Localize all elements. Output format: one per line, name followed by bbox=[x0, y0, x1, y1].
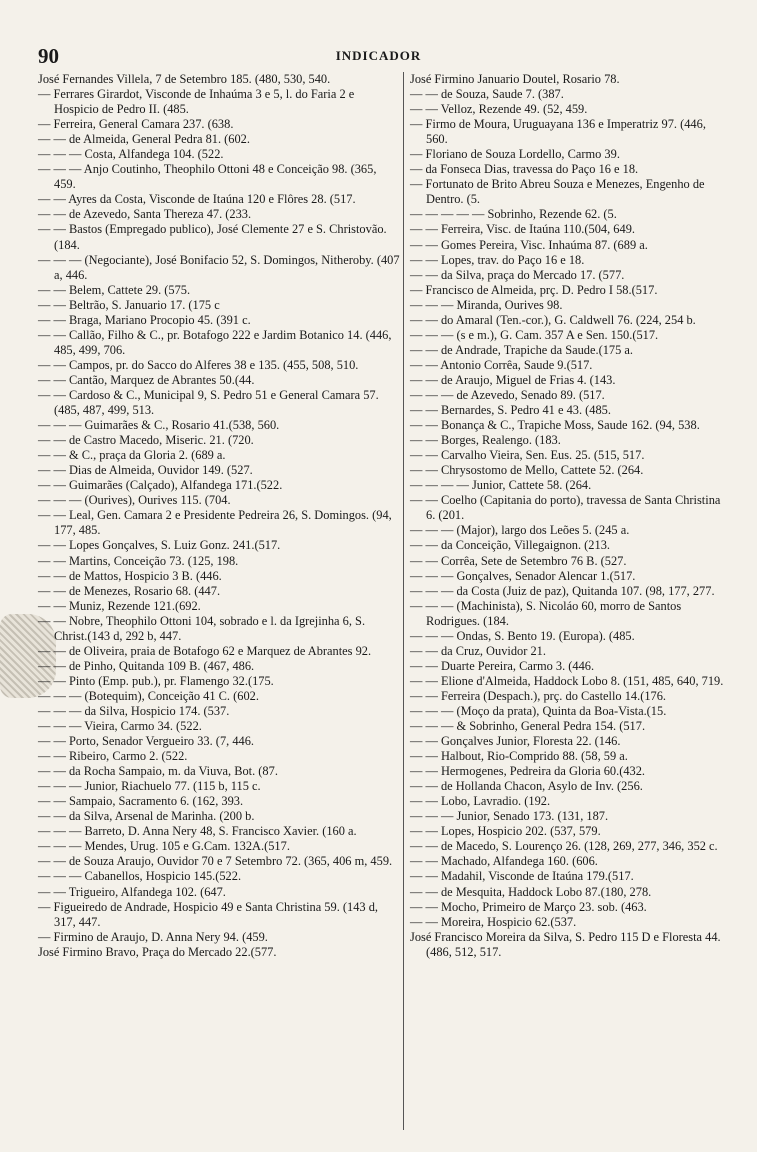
directory-entry: — — Ayres da Costa, Visconde de Itaúna 120 e Flôres 28. (517. bbox=[38, 192, 356, 207]
directory-entry: — — Coelho (Capitania do porto), travessa de Santa Christina 6. (201. bbox=[410, 493, 721, 523]
directory-entry: — — Lobo, Lavradio. (192. bbox=[410, 794, 551, 809]
directory-entry: — — Sampaio, Sacramento 6. (162, 393. bbox=[38, 794, 244, 809]
directory-entry: — — da Conceição, Villegaignon. (213. bbox=[410, 538, 610, 553]
directory-entry: — — — — — Sobrinho, Rezende 62. (5. bbox=[410, 207, 617, 222]
directory-entry: — — Leal, Gen. Camara 2 e Presidente Pedreira 26, S. Domingos. (94, 177, 485. bbox=[38, 508, 392, 538]
directory-entry: — — — (Botequim), Conceição 41 C. (602. bbox=[38, 688, 259, 703]
directory-entry: — — — da Silva, Hospicio 174. (537. bbox=[38, 703, 230, 718]
directory-entry: — — Pinto (Emp. pub.), pr. Flamengo 32.(175. bbox=[38, 673, 274, 688]
directory-entry: — — de Oliveira, praia de Botafogo 62 e Marquez de Abrantes 92. bbox=[38, 643, 372, 658]
directory-entry: — — Hermogenes, Pedreira da Gloria 60.(432. bbox=[410, 764, 646, 779]
directory-entry: — — de Hollanda Chacon, Asylo de Inv. (256. bbox=[410, 779, 643, 794]
directory-entry: — — — Junior, Riachuelo 77. (115 b, 115 c. bbox=[38, 779, 261, 794]
directory-entry: — — Trigueiro, Alfandega 102. (647. bbox=[38, 884, 226, 899]
directory-entry: — — Bastos (Empregado publico), José Clemente 27 e S. Christovão. (184. bbox=[38, 222, 387, 252]
directory-entry: — — — Vieira, Carmo 34. (522. bbox=[38, 719, 202, 734]
directory-entry: José Firmino Bravo, Praça do Mercado 22.(577. bbox=[38, 944, 277, 959]
directory-entry: — — de Castro Macedo, Miseric. 21. (720. bbox=[38, 433, 254, 448]
directory-entry: — — de Souza, Saude 7. (387. bbox=[410, 87, 564, 102]
directory-entry: — — — (Major), largo dos Leões 5. (245 a. bbox=[410, 523, 630, 538]
directory-entry: — — Borges, Realengo. (183. bbox=[410, 433, 561, 448]
directory-entry: — da Fonseca Dias, travessa do Paço 16 e 18. bbox=[410, 162, 639, 177]
directory-entry: — — Braga, Mariano Procopio 45. (391 c. bbox=[38, 312, 251, 327]
directory-entry: — — Duarte Pereira, Carmo 3. (446. bbox=[410, 658, 595, 673]
right-column bbox=[410, 72, 730, 960]
directory-entry: — — Belem, Cattete 29. (575. bbox=[38, 282, 191, 297]
directory-entry: — — Ferreira (Despach.), prç. do Castello 14.(176. bbox=[410, 688, 666, 703]
directory-entry: — — Cardoso & C., Municipal 9, S. Pedro 51 e General Camara 57. (485, 487, 499, 513. bbox=[38, 387, 379, 418]
directory-entry: — — Muniz, Rezende 121.(692. bbox=[38, 598, 201, 613]
directory-entry: — — Mocho, Primeiro de Março 23. sob. (463. bbox=[410, 899, 647, 914]
directory-entry: — Francisco de Almeida, prç. D. Pedro I 58.(517. bbox=[410, 282, 658, 297]
directory-entry: — — — & Sobrinho, General Pedra 154. (517. bbox=[410, 719, 646, 734]
directory-entry: — — Chrysostomo de Mello, Cattete 52. (264. bbox=[410, 463, 644, 478]
directory-entry: — — da Cruz, Ouvidor 21. bbox=[410, 643, 546, 658]
directory-entry: — — — Costa, Alfandega 104. (522. bbox=[38, 147, 224, 162]
directory-entry: — — — — Junior, Cattete 58. (264. bbox=[410, 478, 592, 493]
directory-entry: — — de Araujo, Miguel de Frias 4. (143. bbox=[410, 372, 616, 387]
directory-entry: — Firmino de Araujo, D. Anna Nery 94. (459. bbox=[38, 929, 268, 944]
directory-entry: — — Lopes Gonçalves, S. Luiz Gonz. 241.(517. bbox=[38, 538, 281, 553]
directory-entry: — — Bonança & C., Trapiche Moss, Saude 162. (94, 538. bbox=[410, 418, 700, 433]
directory-entry: — — Ribeiro, Carmo 2. (522. bbox=[38, 749, 188, 764]
directory-entry: — Floriano de Souza Lordello, Carmo 39. bbox=[410, 147, 620, 162]
directory-entry: — — de Souza Araujo, Ouvidor 70 e 7 Setembro 72. (365, 406 m, 459. bbox=[38, 854, 393, 869]
directory-entry: — — Dias de Almeida, Ouvidor 149. (527. bbox=[38, 463, 253, 478]
directory-entry: — — de Azevedo, Santa Thereza 47. (233. bbox=[38, 207, 252, 222]
directory-entry: — — — Gonçalves, Senador Alencar 1.(517. bbox=[410, 568, 636, 583]
directory-entry: — — Halbout, Rio-Comprido 88. (58, 59 a. bbox=[410, 749, 628, 764]
directory-entry: — — — (s e m.), G. Cam. 357 A e Sen. 150.(517. bbox=[410, 327, 659, 342]
directory-entry: — — — (Ourives), Ourives 115. (704. bbox=[38, 493, 231, 508]
directory-entry: — — Guimarães (Calçado), Alfandega 171.(522. bbox=[38, 478, 283, 493]
column-divider bbox=[403, 72, 404, 1130]
directory-entry: — — de Menezes, Rosario 68. (447. bbox=[38, 583, 221, 598]
directory-entry: — — Beltrão, S. Januario 17. (175 c bbox=[38, 297, 220, 312]
directory-entry: — — — de Azevedo, Senado 89. (517. bbox=[410, 387, 605, 402]
directory-entry: — — Carvalho Vieira, Sen. Eus. 25. (515, 517. bbox=[410, 448, 645, 463]
directory-entry: — — — Barreto, D. Anna Nery 48, S. Francisco Xavier. (160 a. bbox=[38, 824, 357, 839]
directory-entry: — Firmo de Moura, Uruguayana 136 e Imperatriz 97. (446, 560. bbox=[410, 117, 706, 147]
directory-entry: — — Callão, Filho & C., pr. Botafogo 222 e Jardim Botanico 14. (446, 485, 499, 706. bbox=[38, 327, 392, 357]
directory-entry: — — Campos, pr. do Sacco do Alferes 38 e 135. (455, 508, 510. bbox=[38, 357, 359, 372]
directory-entry: — — Gonçalves Junior, Floresta 22. (146. bbox=[410, 734, 621, 749]
directory-entry: — — Corrêa, Sete de Setembro 76 B. (527. bbox=[410, 553, 627, 568]
directory-entry: — — & C., praça da Gloria 2. (689 a. bbox=[38, 448, 226, 463]
directory-entry: José Fernandes Villela, 7 de Setembro 185. (480, 530, 540. bbox=[38, 72, 331, 86]
directory-entry: — — da Rocha Sampaio, m. da Viuva, Bot. (87. bbox=[38, 764, 278, 779]
page-header: INDICADOR bbox=[335, 48, 422, 63]
directory-entry: — — de Macedo, S. Lourenço 26. (128, 269, 277, 346, 352 c. bbox=[410, 839, 718, 854]
left-column bbox=[38, 72, 400, 960]
directory-entry: — — Martins, Conceição 73. (125, 198. bbox=[38, 553, 239, 568]
directory-entry: — — — Anjo Coutinho, Theophilo Ottoni 48 e Conceição 98. (365, 459. bbox=[38, 162, 377, 192]
directory-entry: — — — Ondas, S. Bento 19. (Europa). (485. bbox=[410, 628, 635, 643]
directory-entry: — — — Cabanellos, Hospicio 145.(522. bbox=[38, 869, 242, 884]
directory-entry: — — de Mattos, Hospicio 3 B. (446. bbox=[38, 568, 222, 583]
directory-entry: — — Lopes, trav. do Paço 16 e 18. bbox=[410, 252, 585, 267]
directory-entry: — — — Mendes, Urug. 105 e G.Cam. 132A.(517. bbox=[38, 839, 290, 854]
directory-entry: — — — (Negociante), José Bonifacio 52, S. Domingos, Nitheroby. (407 a, 446. bbox=[38, 252, 400, 282]
directory-entry: — — Ferreira, Visc. de Itaúna 110.(504, 649. bbox=[410, 222, 635, 237]
directory-entry: — — Cantão, Marquez de Abrantes 50.(44. bbox=[38, 372, 255, 387]
directory-entry: — Fortunato de Brito Abreu Souza e Menezes, Engenho de Dentro. (5. bbox=[410, 177, 705, 207]
directory-entry: — — de Andrade, Trapiche da Saude.(175 a. bbox=[410, 342, 633, 357]
directory-entry: — — — da Costa (Juiz de paz), Quitanda 107. (98, 177, 277. bbox=[410, 583, 715, 598]
directory-entry: — — da Silva, Arsenal de Marinha. (200 b. bbox=[38, 809, 255, 824]
directory-entry: — — de Mesquita, Haddock Lobo 87.(180, 278. bbox=[410, 884, 652, 899]
directory-entry: — — da Silva, praça do Mercado 17. (577. bbox=[410, 267, 625, 282]
directory-entry: — Figueiredo de Andrade, Hospicio 49 e Santa Christina 59. (143 d, 317, 447. bbox=[38, 899, 378, 929]
directory-entry: — Ferreira, General Camara 237. (638. bbox=[38, 117, 234, 132]
directory-entry: — Ferrares Girardot, Visconde de Inhaúma 3 e 5, l. do Faria 2 e Hospicio de Pedro II. (485. bbox=[38, 87, 355, 117]
directory-entry: — — Moreira, Hospicio 62.(537. bbox=[410, 914, 577, 929]
page-number: 90 bbox=[38, 44, 59, 68]
directory-entry: — — de Almeida, General Pedra 81. (602. bbox=[38, 132, 250, 147]
directory-entry: — — — Guimarães & C., Rosario 41.(538, 560. bbox=[38, 418, 280, 433]
directory-entry: — — Machado, Alfandega 160. (606. bbox=[410, 854, 598, 869]
directory-entry: — — — Miranda, Ourives 98. bbox=[410, 297, 563, 312]
directory-entry: — — Madahil, Visconde de Itaúna 179.(517. bbox=[410, 869, 634, 884]
directory-entry: — — Antonio Corrêa, Saude 9.(517. bbox=[410, 357, 593, 372]
directory-entry: — — — Junior, Senado 173. (131, 187. bbox=[410, 809, 609, 824]
directory-entry: — — Bernardes, S. Pedro 41 e 43. (485. bbox=[410, 403, 611, 418]
directory-entry: — — do Amaral (Ten.-cor.), G. Caldwell 76. (224, 254 b. bbox=[410, 312, 696, 327]
directory-entry: — — Nobre, Theophilo Ottoni 104, sobrado e l. da Igrejinha 6, S. Christ.(143 d, 292 b, 447. bbox=[38, 613, 366, 643]
directory-entry: — — Porto, Senador Vergueiro 33. (7, 446. bbox=[38, 734, 255, 749]
directory-entry: — — — (Machinista), S. Nicoláo 60, morro de Santos Rodrigues. (184. bbox=[410, 598, 682, 628]
directory-entry: — — — (Moço da prata), Quinta da Boa-Vista.(15. bbox=[410, 703, 667, 718]
directory-entry: José Firmino Januario Doutel, Rosario 78. bbox=[410, 72, 620, 86]
directory-entry: — — Elione d'Almeida, Haddock Lobo 8. (151, 485, 640, 719. bbox=[410, 673, 724, 688]
directory-entry: — — Lopes, Hospicio 202. (537, 579. bbox=[410, 824, 601, 839]
directory-entry: — — Velloz, Rezende 49. (52, 459. bbox=[410, 102, 588, 117]
directory-entry: — — de Pinho, Quitanda 109 B. (467, 486. bbox=[38, 658, 255, 673]
directory-entry: — — Gomes Pereira, Visc. Inhaúma 87. (689 a. bbox=[410, 237, 648, 252]
directory-entry: José Francisco Moreira da Silva, S. Pedro 115 D e Floresta 44. (486, 512, 517. bbox=[410, 929, 721, 959]
